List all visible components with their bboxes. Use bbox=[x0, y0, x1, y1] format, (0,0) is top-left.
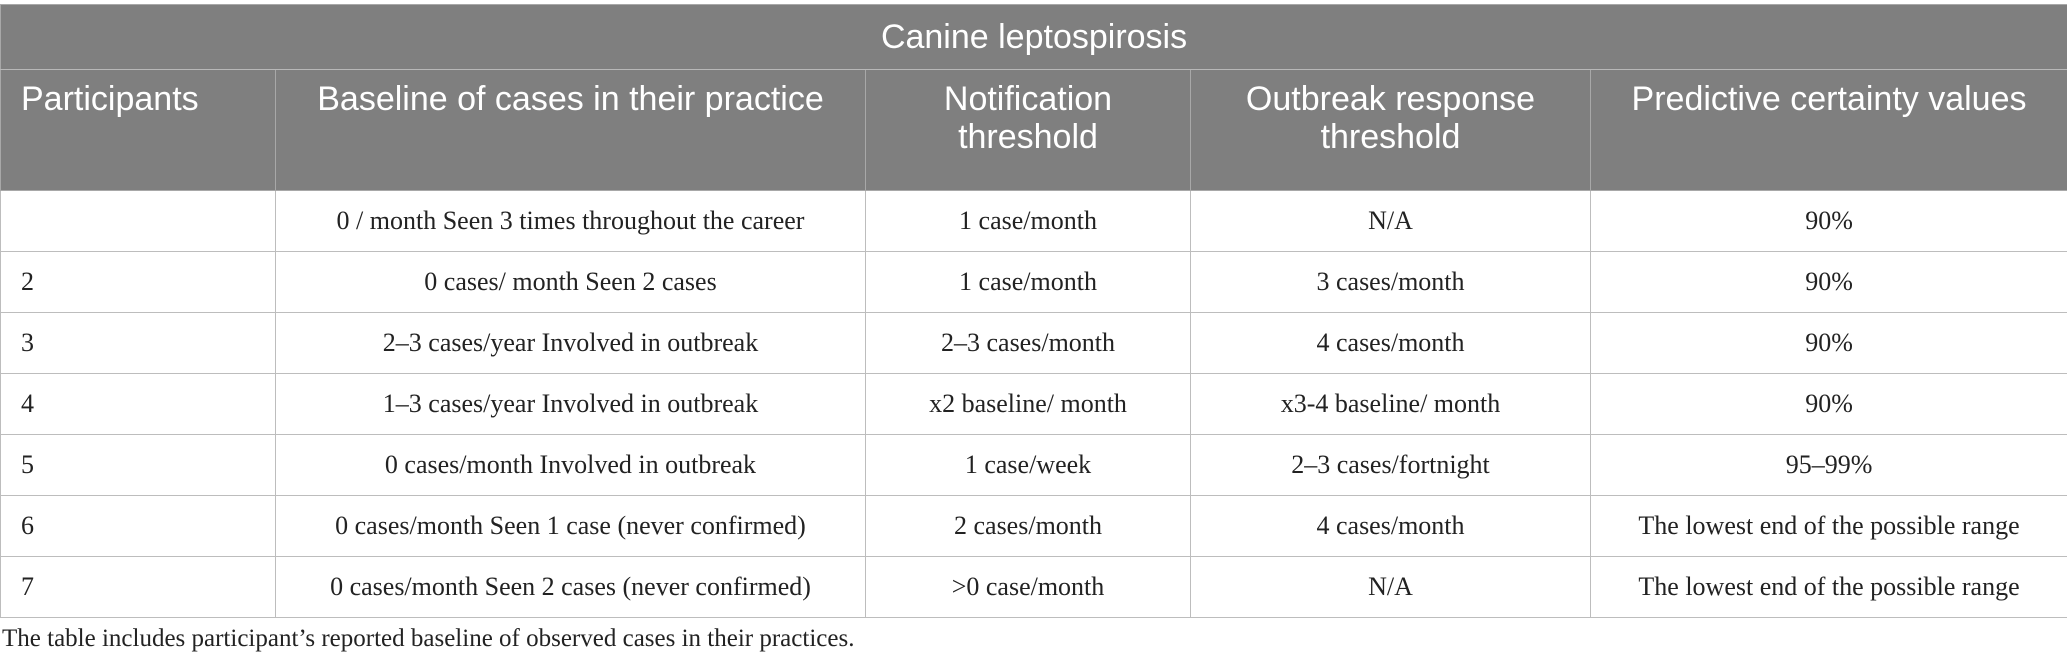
column-header-predictive-certainty: Predictive certainty values bbox=[1591, 70, 2067, 191]
predictive-certainty-cell: 90% bbox=[1591, 374, 2067, 435]
baseline-cell: 2–3 cases/year Involved in outbreak bbox=[276, 313, 866, 374]
outbreak-threshold-cell: 3 cases/month bbox=[1191, 252, 1591, 313]
outbreak-threshold-cell: 4 cases/month bbox=[1191, 496, 1591, 557]
notification-threshold-cell: 1 case/month bbox=[866, 252, 1191, 313]
outbreak-threshold-cell: 4 cases/month bbox=[1191, 313, 1591, 374]
participant-cell: 5 bbox=[1, 435, 276, 496]
table-row bbox=[1, 557, 2067, 618]
outbreak-threshold-cell: x3-4 baseline/ month bbox=[1191, 374, 1591, 435]
outbreak-threshold-cell: N/A bbox=[1191, 191, 1591, 252]
predictive-certainty-cell: 90% bbox=[1591, 252, 2067, 313]
column-header-baseline: Baseline of cases in their practice bbox=[276, 70, 866, 191]
participant-cell: 2 bbox=[1, 252, 276, 313]
predictive-certainty-cell: 95–99% bbox=[1591, 435, 2067, 496]
table-row bbox=[1, 435, 2067, 496]
participant-cell: 4 bbox=[1, 374, 276, 435]
baseline-cell: 0 cases/month Seen 2 cases (never confirmed) bbox=[276, 557, 866, 618]
notification-threshold-cell: 1 case/month bbox=[866, 191, 1191, 252]
baseline-cell: 0 cases/month Seen 1 case (never confirmed) bbox=[276, 496, 866, 557]
participant-cell: 7 bbox=[1, 557, 276, 618]
notification-threshold-cell: 1 case/week bbox=[866, 435, 1191, 496]
predictive-certainty-cell: 90% bbox=[1591, 191, 2067, 252]
participant-cell bbox=[1, 191, 276, 252]
column-header-participants: Participants bbox=[1, 70, 276, 191]
predictive-certainty-cell: The lowest end of the possible range bbox=[1591, 557, 2067, 618]
baseline-cell: 0 / month Seen 3 times throughout the career bbox=[276, 191, 866, 252]
table-title: Canine leptospirosis bbox=[1, 5, 2067, 70]
baseline-cell: 0 cases/month Involved in outbreak bbox=[276, 435, 866, 496]
baseline-cell: 1–3 cases/year Involved in outbreak bbox=[276, 374, 866, 435]
leptospirosis-table bbox=[0, 4, 2067, 618]
leptospirosis-table-container bbox=[0, 4, 2067, 618]
table-footnote: The table includes participant’s reported baseline of observed cases in their practices. bbox=[2, 625, 855, 652]
outbreak-threshold-cell: N/A bbox=[1191, 557, 1591, 618]
table-row bbox=[1, 313, 2067, 374]
table-row bbox=[1, 252, 2067, 313]
table-row bbox=[1, 191, 2067, 252]
baseline-cell: 0 cases/ month Seen 2 cases bbox=[276, 252, 866, 313]
notification-threshold-cell: 2–3 cases/month bbox=[866, 313, 1191, 374]
table-title-row bbox=[1, 5, 2067, 70]
table-header-row bbox=[1, 70, 2067, 191]
participant-cell: 6 bbox=[1, 496, 276, 557]
table-row bbox=[1, 374, 2067, 435]
notification-threshold-cell: x2 baseline/ month bbox=[866, 374, 1191, 435]
outbreak-threshold-cell: 2–3 cases/fortnight bbox=[1191, 435, 1591, 496]
predictive-certainty-cell: The lowest end of the possible range bbox=[1591, 496, 2067, 557]
participant-cell: 3 bbox=[1, 313, 276, 374]
column-header-notification-threshold: Notification threshold bbox=[866, 70, 1191, 191]
notification-threshold-cell: 2 cases/month bbox=[866, 496, 1191, 557]
column-header-outbreak-response-threshold: Outbreak response threshold bbox=[1191, 70, 1591, 191]
notification-threshold-cell: >0 case/month bbox=[866, 557, 1191, 618]
table-row bbox=[1, 496, 2067, 557]
predictive-certainty-cell: 90% bbox=[1591, 313, 2067, 374]
